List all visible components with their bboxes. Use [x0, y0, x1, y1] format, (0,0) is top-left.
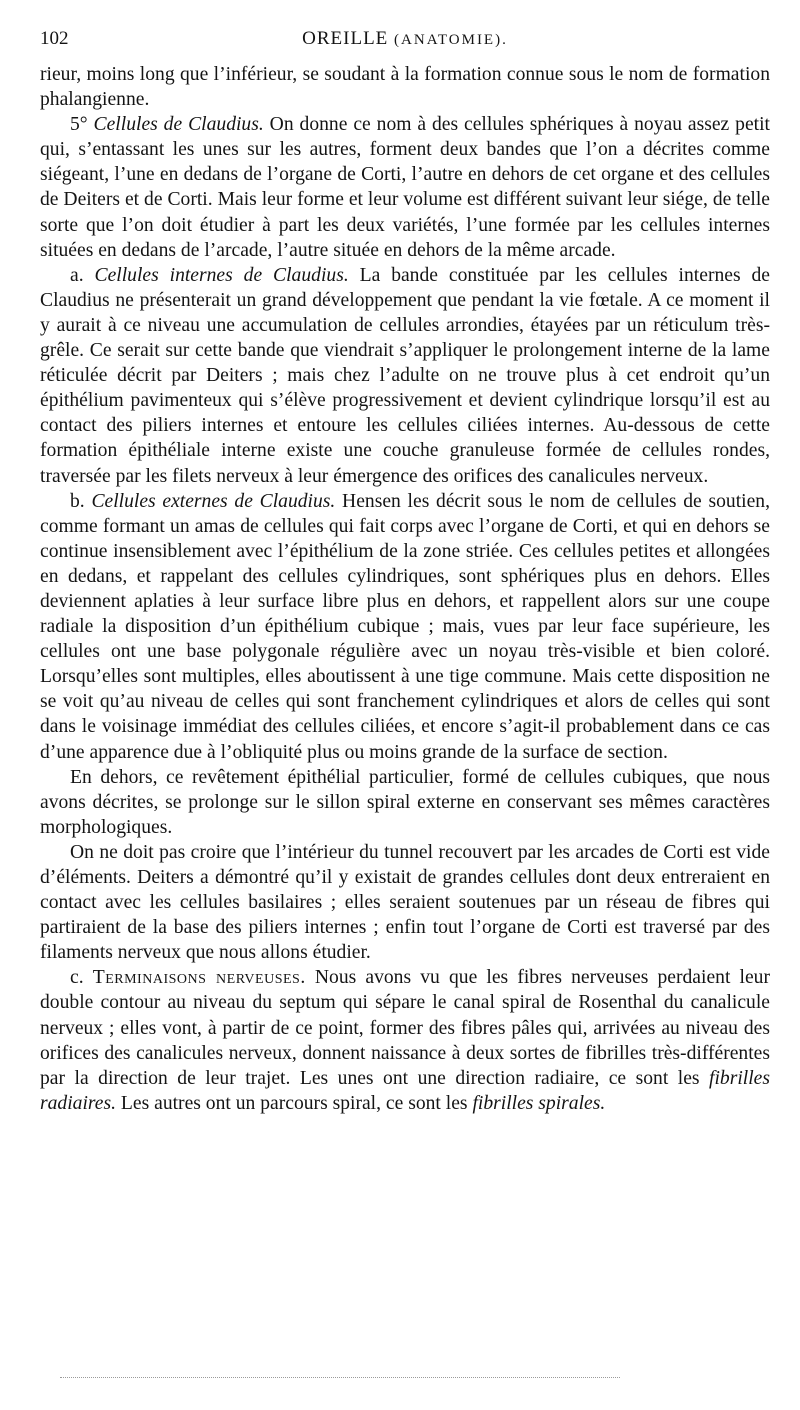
paragraph-text: Les autres ont un parcours spiral, ce sont les [116, 1092, 473, 1114]
paragraph-text: Nous avons vu que les fibres nerveuses perdaient leur double contour au niveau du septum qui sépare le canal spiral de Rosenthal du canalicule nerveux ; elles vont, à partir de ce point, former des fibres pâles qui, arrivées au niveau des orifices des canalicules nerveux, donnent naissance à deux sortes de fibrilles très-différentes par la direction de leur trajet. Les unes ont une direction radiaire, ce sont les [40, 967, 770, 1089]
bottom-bleed-line [60, 1377, 620, 1378]
running-title-sub: (ANATOMIE). [394, 32, 508, 48]
paragraph-nerve-terminations [40, 965, 770, 1116]
subsection-title: Cellules externes de Claudius. [91, 490, 336, 512]
paragraph-claudius-cells [40, 112, 770, 263]
paragraph-text: La bande constituée par les cellules internes de Claudius ne présenterait un grand développement que pendant la vie fœtale. A ce moment il y aurait à ce niveau une accumulation de cellules arrondies, étayées par un réticulum très-grêle. Ce serait sur cette bande que viendrait s’appliquer le prolongement interne de la lame réticulée décrit par Deiters ; mais chez l’adulte on ne trouve plus à cet endroit qu’un épithélium pavimenteux qui s’élève progressivement et devient cylindrique lorsqu’il est au contact des piliers internes et entoure les cellules ciliées internes. Au-dessous de cette formation épithéliale interne existe une couche granuleuse formée de cellules rondes, traversée par les filets nerveux à leur émergence des orifices des canalicules nerveux. [40, 264, 770, 487]
term-radial-fibrils: fibrilles radiaires. [40, 1067, 770, 1114]
running-header [40, 28, 770, 62]
paragraph-text: En dehors, ce revêtement épithélial particulier, formé de cellules cubiques, que nous avons décrites, se prolonge sur le sillon spiral externe en conservant ses mêmes caractères morphologiques. [40, 766, 770, 838]
subsection-letter: a. [70, 264, 95, 286]
section-title: Cellules de Claudius. [93, 114, 264, 136]
subsection-title: Terminaisons nerveuses. [92, 967, 306, 989]
document-page [40, 28, 770, 1116]
term-spiral-fibrils: fibrilles spirales. [472, 1092, 606, 1114]
paragraph-text: On ne doit pas croire que l’intérieur du tunnel recouvert par les arcades de Corti est vide d’éléments. Deiters a démontré qu’il y existait de grandes cellules dont deux entreraient en contact avec les cellules basilaires ; elles seraient soutenues par un réseau de fibres qui partiraient de la base des piliers internes ; enfin tout l’organe de Corti est traversé par des filaments nerveux que nous allons étudier. [40, 841, 770, 964]
paragraph-continuation [40, 62, 770, 112]
running-title-main: OREILLE [302, 28, 389, 49]
paragraph-text: On donne ce nom à des cellules sphériques à noyau assez petit qui, s’entassant les unes sur les autres, forment deux bandes que l’on a décrites comme siégeant, l’une en dedans de l’organe de Corti, l’autre en dehors de cet organe et des cellules de Deiters et de Corti. Mais leur forme et leur volume est différent suivant leur siége, de telle sorte que l’on doit étudier à part les deux variétés, l’une formée par les cellules internes situées en dedans de l’arcade, l’autre située en dehors de la même arcade. [40, 114, 770, 261]
paragraph-text: Hensen les décrit sous le nom de cellules de soutien, comme formant un amas de cellules qui fait corps avec l’organe de Corti, et qui en dehors se continue insensiblement avec l’épithélium de la zone striée. Ces cellules petites et allongées en dedans, et rappelant des cellules cylindriques, sont sphériques plus en dehors. Elles deviennent aplaties à leur surface libre plus en dehors, et rappellent alors sur une coupe radiale la disposition d’un épithélium cubique ; mais, vues par leur face supérieure, les cellules ont une base polygonale régulière avec un noyau très-visible et bien coloré. Lorsqu’elles sont multiples, elles aboutissent à une tige commune. Mais cette disposition ne se voit qu’au niveau de celles qui sont franchement cylindriques et alors de celles qui sont dans le voisinage immédiat des cellules ciliées, et encore s’agit-il probablement dans ce cas d’une apparence due à l’obliquité plus ou moins grande de la surface de section. [40, 490, 770, 763]
paragraph-tunnel-interior [40, 840, 770, 965]
paragraph-epithelial-lining [40, 765, 770, 840]
paragraph-external-claudius-cells [40, 489, 770, 765]
paragraph-text: rieur, moins long que l’inférieur, se soudant à la formation connue sous le nom de formation phalangienne. [40, 64, 770, 111]
subsection-letter: b. [70, 490, 92, 512]
paragraph-internal-claudius-cells [40, 263, 770, 489]
subsection-letter: c. [70, 967, 93, 989]
section-number: 5° [70, 114, 94, 136]
page-number: 102 [40, 28, 69, 49]
running-title [100, 28, 770, 50]
body-text [40, 62, 770, 1116]
subsection-title: Cellules internes de Claudius. [94, 264, 349, 286]
